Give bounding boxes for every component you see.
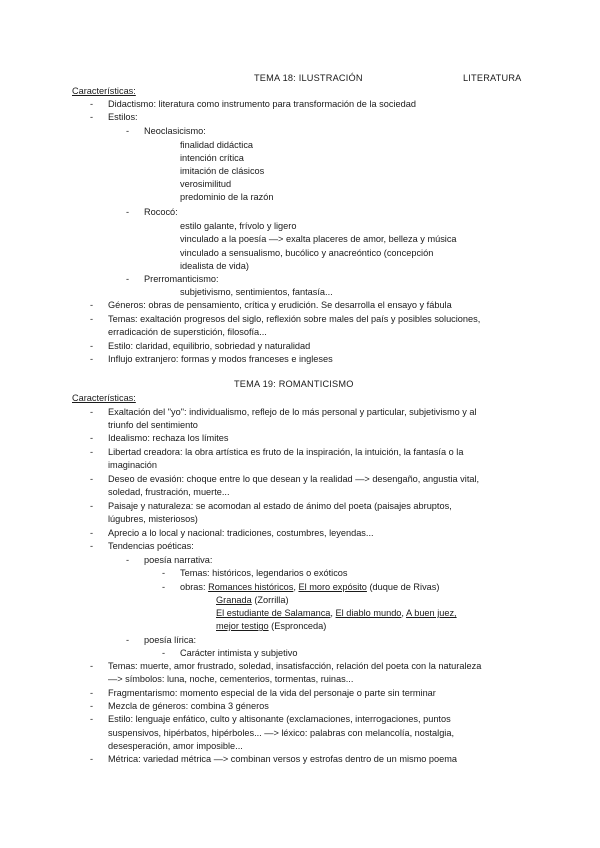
obras-prefix: obras: (180, 582, 209, 592)
bullet: - (90, 701, 94, 711)
list-item: Temas: exaltación progresos del siglo, reflexión sobre males del país y posibles soluciones, (108, 314, 481, 324)
bullet: - (126, 126, 130, 136)
list-item: Paisaje y naturaleza: se acomodan al estado de ánimo del poeta (paisajes abruptos, (108, 501, 452, 511)
list-item: Estilo: claridad, equilibrio, sobriedad y naturalidad (108, 341, 311, 351)
bullet: - (90, 99, 94, 109)
bullet: - (90, 714, 94, 724)
obra-title: mejor testigo (216, 621, 269, 631)
list-item: Temas: históricos, legendarios o exóticos (180, 568, 348, 578)
bullet: - (90, 754, 94, 764)
bullet: - (162, 568, 166, 578)
obra-title: Romances históricos (208, 582, 294, 592)
list-item: poesía narrativa: (144, 555, 213, 565)
list-item: Didactismo: literatura como instrumento para transformación de la sociedad (108, 99, 416, 109)
obra-title: El estudiante de Salamanca (216, 608, 331, 618)
list-item: Estilos: (108, 112, 138, 122)
list-item: suspensivos, hipérbatos, hipérboles... —> léxico: palabras con melancolía, nostalgia, (108, 728, 455, 738)
list-item: Tendencias poéticas: (108, 541, 194, 551)
list-item: desesperación, amor imposible... (108, 741, 243, 751)
list-item: Deseo de evasión: choque entre lo que desean y la realidad —> desengaño, angustia vital, (108, 474, 480, 484)
bullet: - (90, 541, 94, 551)
list-item: intención crítica (180, 153, 244, 163)
list-item: Géneros: obras de pensamiento, crítica y erudición. Se desarrolla el ensayo y fábula (108, 300, 452, 310)
bullet: - (90, 433, 94, 443)
bullet: - (162, 582, 166, 592)
list-item: estilo galante, frívolo y ligero (180, 221, 297, 231)
bullet: - (126, 274, 130, 284)
author: (Espronceda) (268, 621, 327, 631)
subject-label: LITERATURA (463, 73, 522, 83)
bullet: - (126, 207, 130, 217)
list-item: Rococó: (144, 207, 178, 217)
bullet: - (126, 635, 130, 645)
list-item: Aprecio a lo local y nacional: tradiciones, costumbres, leyendas... (108, 528, 374, 538)
obra-title: A buen juez, (406, 608, 457, 618)
tema19-title: TEMA 19: ROMANTICISMO (234, 379, 354, 389)
bullet: - (90, 354, 94, 364)
list-item: triunfo del sentimiento (108, 420, 198, 430)
list-item: idealista de vida) (180, 261, 249, 271)
list-item: verosimilitud (180, 179, 232, 189)
obras-line (216, 607, 457, 619)
list-item: —> símbolos: luna, noche, cementerios, tormentas, ruinas... (108, 674, 354, 684)
bullet: - (90, 501, 94, 511)
list-item: Libertad creadora: la obra artística es fruto de la inspiración, la intuición, la fantasía o la (108, 447, 464, 457)
list-item: Fragmentarismo: momento especial de la vida del personaje o parte sin terminar (108, 688, 436, 698)
separator: , (401, 608, 407, 618)
list-item: Métrica: variedad métrica —> combinan versos y estrofas dentro de un mismo poema (108, 754, 458, 764)
author: (Zorrilla) (251, 595, 289, 605)
tema18-title: TEMA 18: ILUSTRACIÓN (254, 73, 363, 83)
list-item: Neoclasicismo: (144, 126, 206, 136)
list-item: poesía lírica: (144, 635, 197, 645)
bullet: - (126, 555, 130, 565)
author: (duque de Rivas) (366, 582, 440, 592)
obras-line (216, 594, 289, 606)
bullet: - (162, 648, 166, 658)
list-item: soledad, frustración, muerte... (108, 487, 230, 497)
bullet: - (90, 661, 94, 671)
bullet: - (90, 341, 94, 351)
obra-title: Granada (216, 595, 252, 605)
list-item: vinculado a sensualismo, bucólico y anacreóntico (concepción (180, 248, 434, 258)
list-item: imitación de clásicos (180, 166, 265, 176)
list-item: Mezcla de géneros: combina 3 géneros (108, 701, 269, 711)
bullet: - (90, 407, 94, 417)
obras-line (180, 581, 439, 593)
bullet: - (90, 528, 94, 538)
bullet: - (90, 474, 94, 484)
list-item: vinculado a la poesía —> exalta placeres de amor, belleza y música (180, 234, 457, 244)
list-item: Idealismo: rechaza los límites (108, 433, 229, 443)
bullet: - (90, 112, 94, 122)
bullet: - (90, 314, 94, 324)
list-item: subjetivismo, sentimientos, fantasía... (180, 287, 333, 297)
list-item: Influjo extranjero: formas y modos franceses e ingleses (108, 354, 333, 364)
list-item: Estilo: lenguaje enfático, culto y altisonante (exclamaciones, interrogaciones, puntos (108, 714, 451, 724)
list-item: imaginación (108, 460, 158, 470)
bullet: - (90, 447, 94, 457)
list-item: predominio de la razón (180, 192, 274, 202)
list-item: lúgubres, misteriosos) (108, 514, 198, 524)
obras-line (216, 620, 326, 632)
list-item: Prerromanticismo: (144, 274, 219, 284)
tema19-section-label: Características: (72, 393, 136, 403)
list-item: erradicación de superstición, filosofía... (108, 327, 267, 337)
tema18-section-label: Características: (72, 86, 136, 96)
bullet: - (90, 300, 94, 310)
obra-title: El moro expósito (298, 582, 367, 592)
list-item: Carácter intimista y subjetivo (180, 648, 298, 658)
bullet: - (90, 688, 94, 698)
list-item: Exaltación del "yo": individualismo, reflejo de lo más personal y particular, subjetivismo y al (108, 407, 477, 417)
list-item: finalidad didáctica (180, 140, 254, 150)
separator: , (330, 608, 336, 618)
list-item: Temas: muerte, amor frustrado, soledad, insatisfacción, relación del poeta con la naturaleza (108, 661, 482, 671)
separator: , (293, 582, 299, 592)
obra-title: El diablo mundo (335, 608, 402, 618)
